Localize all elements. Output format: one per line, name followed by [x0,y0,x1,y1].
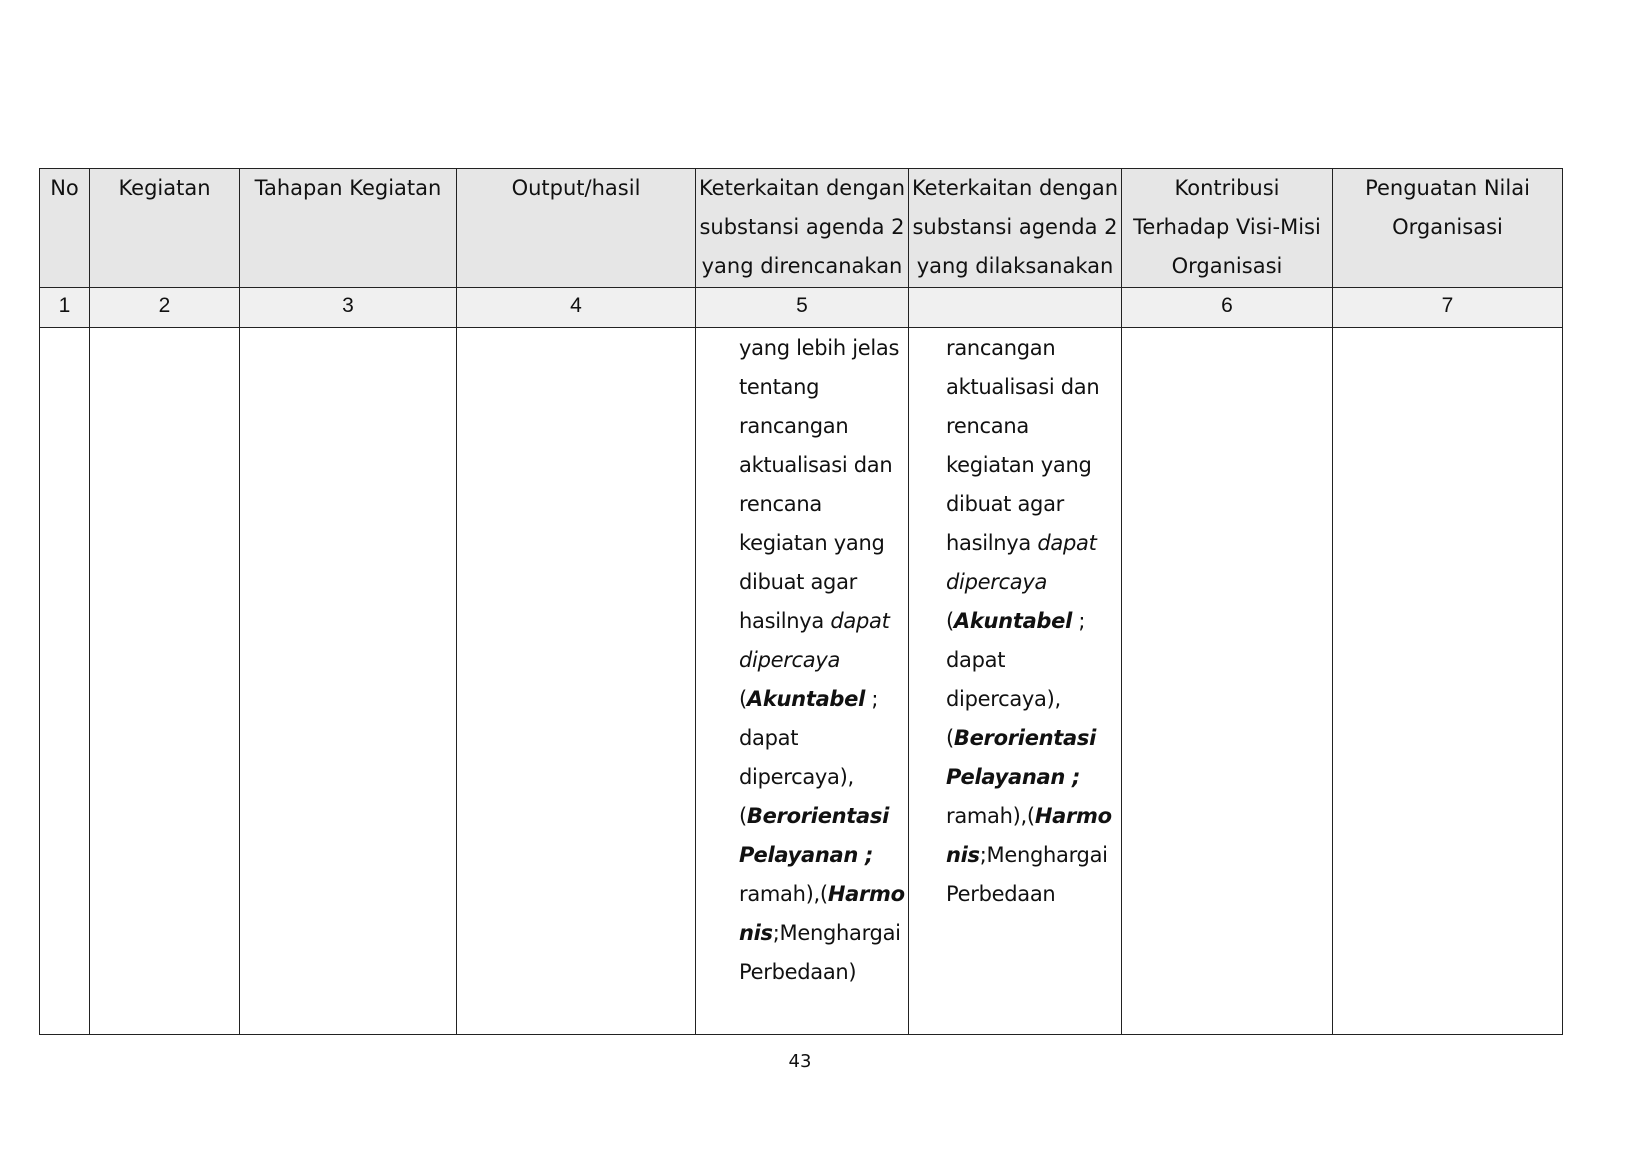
text-fragment: ; [1072,609,1086,633]
header-keterkaitan-direncanakan [696,169,909,288]
value-harmonis: Harmo [1034,804,1112,828]
text-line: kegiatan yang [946,453,1092,477]
text-line: dipercaya), [946,687,1061,711]
header-line: Kontribusi [1174,176,1280,200]
header-line: substansi agenda 2 [912,215,1118,239]
text-line [739,914,904,953]
value-pelayanan: Pelayanan ; [739,843,874,867]
direncanakan-text [696,328,908,992]
cell-no [40,328,90,1035]
value-akuntabel: Akuntabel [953,609,1073,633]
italic-text: dipercaya [739,648,841,672]
text-fragment: ;Menghargai [772,921,901,945]
header-line: Organisasi [1392,215,1503,239]
text-line [946,524,1117,563]
text-line: rancangan [739,414,849,438]
text-line: rencana [739,492,822,516]
header-no: No [40,169,90,288]
text-fragment: ; [865,687,879,711]
dilaksanakan-text [909,328,1121,914]
text-fragment: hasilnya [946,531,1038,555]
header-line: Keterkaitan dengan [698,176,906,200]
text-line [739,602,904,641]
cell-keterkaitan-dilaksanakan [909,328,1122,1035]
text-line: dibuat agar [739,570,857,594]
text-fragment: ramah),( [739,882,828,906]
table-row [40,328,1563,1035]
text-fragment: hasilnya [739,609,831,633]
italic-text: dapat [830,609,890,633]
value-harmonis: nis [946,843,980,867]
header-line: yang dilaksanakan [916,254,1114,278]
text-line: rencana [946,414,1029,438]
header-line: Organisasi [1171,254,1283,278]
text-line: dibuat agar [946,492,1064,516]
column-number [909,288,1122,328]
cell-kegiatan [90,328,240,1035]
header-penguatan-nilai [1333,169,1563,288]
value-berorientasi: Berorientasi [746,804,889,828]
header-keterkaitan-dilaksanakan [909,169,1122,288]
text-fragment: ramah),( [946,804,1035,828]
column-number-row [40,288,1563,328]
column-number: 6 [1122,288,1333,328]
text-line [946,797,1117,836]
header-line: Terhadap Visi-Misi [1133,215,1321,239]
text-line: rancangan [946,336,1056,360]
text-line: tentang [739,375,820,399]
cell-kontribusi [1122,328,1333,1035]
column-number: 4 [457,288,696,328]
header-line: Penguatan Nilai [1365,176,1530,200]
header-line: substansi agenda 2 [699,215,905,239]
value-berorientasi: Berorientasi [953,726,1096,750]
text-line: dapat [739,726,799,750]
text-fragment: ( [739,804,747,828]
column-number: 1 [40,288,90,328]
text-line [739,680,904,719]
text-line: Perbedaan [946,882,1056,906]
header-output-hasil: Output/hasil [457,169,696,288]
text-line: aktualisasi dan [946,375,1100,399]
italic-text: dapat [1037,531,1097,555]
column-number: 3 [240,288,457,328]
cell-keterkaitan-direncanakan [696,328,909,1035]
text-line [739,797,904,836]
value-pelayanan: Pelayanan ; [946,765,1081,789]
text-line [946,719,1117,758]
header-line: yang direncanakan [701,254,903,278]
text-line: Perbedaan) [739,960,857,984]
text-line [946,602,1117,641]
cell-output-hasil [457,328,696,1035]
column-number: 5 [696,288,909,328]
text-fragment: ( [946,609,954,633]
value-akuntabel: Akuntabel [746,687,866,711]
text-line: yang lebih jelas [739,336,900,360]
activity-table [39,168,1563,1035]
text-line [946,836,1117,875]
header-line: Keterkaitan dengan [911,176,1119,200]
page-number: 43 [788,1051,812,1072]
text-fragment: ;Menghargai [979,843,1108,867]
value-harmonis: Harmo [827,882,905,906]
column-number: 2 [90,288,240,328]
text-line: kegiatan yang [739,531,885,555]
text-line: dapat [946,648,1006,672]
header-kegiatan: Kegiatan [90,169,240,288]
text-line: aktualisasi dan [739,453,893,477]
cell-penguatan-nilai [1333,328,1563,1035]
text-line [739,875,904,914]
text-fragment: ( [946,726,954,750]
table-header-row [40,169,1563,288]
header-kontribusi-visi-misi [1122,169,1333,288]
italic-text: dipercaya [946,570,1048,594]
column-number: 7 [1333,288,1563,328]
cell-tahapan-kegiatan [240,328,457,1035]
header-tahapan-kegiatan: Tahapan Kegiatan [240,169,457,288]
value-harmonis: nis [739,921,773,945]
text-line: dipercaya), [739,765,854,789]
text-fragment: ( [739,687,747,711]
